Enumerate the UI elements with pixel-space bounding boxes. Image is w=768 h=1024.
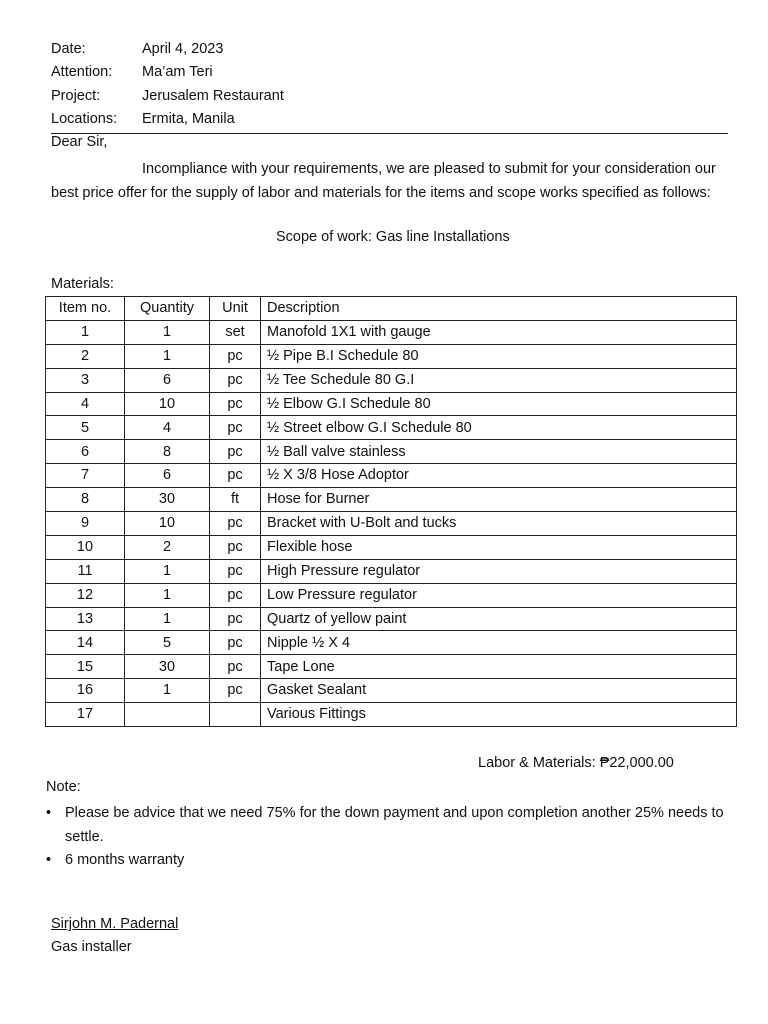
cell-description: ½ Elbow G.I Schedule 80	[261, 392, 737, 416]
cell-unit: pc	[210, 583, 261, 607]
cell-description: Low Pressure regulator	[261, 583, 737, 607]
cell-item-no: 14	[46, 631, 125, 655]
note-text: Please be advice that we need 75% for the down payment and upon completion another 25% needs to settle.	[65, 805, 724, 845]
cell-item-no: 5	[46, 416, 125, 440]
cell-item-no: 12	[46, 583, 125, 607]
cell-unit: pc	[210, 631, 261, 655]
table-row	[46, 631, 737, 655]
cell-description: Tape Lone	[261, 655, 737, 679]
cell-unit: ft	[210, 488, 261, 512]
bullet-icon: •	[46, 805, 52, 821]
cell-quantity: 5	[125, 631, 210, 655]
bullet-icon: •	[46, 852, 52, 868]
cell-quantity: 1	[125, 320, 210, 344]
locations-label: Locations:	[51, 111, 118, 128]
cell-unit: pc	[210, 440, 261, 464]
cell-description: High Pressure regulator	[261, 559, 737, 583]
table-row	[46, 607, 737, 631]
table-row	[46, 703, 737, 727]
cell-quantity: 2	[125, 535, 210, 559]
cell-description: Quartz of yellow paint	[261, 607, 737, 631]
cell-item-no: 3	[46, 368, 125, 392]
table-row	[46, 368, 737, 392]
attention-row	[51, 61, 728, 85]
cell-quantity: 10	[125, 392, 210, 416]
project-row	[51, 84, 728, 108]
cell-description: Flexible hose	[261, 535, 737, 559]
locations-row	[51, 108, 728, 132]
letter-header	[51, 37, 728, 134]
cell-quantity: 30	[125, 655, 210, 679]
cell-unit: set	[210, 320, 261, 344]
body-text: Incompliance with your requirements, we are pleased to submit for your consideration our best price offer for the supply of labor and materials for the items and scope works specified as follows:	[51, 161, 716, 201]
project-label: Project:	[51, 87, 101, 104]
note-label: Note:	[46, 779, 81, 795]
cell-quantity: 1	[125, 679, 210, 703]
cell-unit: pc	[210, 368, 261, 392]
list-item	[46, 849, 736, 873]
cell-description: ½ Pipe B.I Schedule 80	[261, 344, 737, 368]
cell-quantity: 1	[125, 583, 210, 607]
table-row	[46, 344, 737, 368]
cell-unit: pc	[210, 535, 261, 559]
table-header-row	[46, 297, 737, 321]
cell-description: Hose for Burner	[261, 488, 737, 512]
cell-description: Various Fittings	[261, 703, 737, 727]
cell-unit: pc	[210, 679, 261, 703]
scope-of-work: Scope of work: Gas line Installations	[276, 229, 510, 245]
cell-unit	[210, 703, 261, 727]
cell-unit: pc	[210, 464, 261, 488]
cell-description: Manofold 1X1 with gauge	[261, 320, 737, 344]
cell-item-no: 7	[46, 464, 125, 488]
cell-item-no: 11	[46, 559, 125, 583]
table-row	[46, 559, 737, 583]
header-item-no: Item no.	[46, 297, 125, 321]
note-text: 6 months warranty	[65, 852, 185, 868]
locations-value: Ermita, Manila	[142, 111, 235, 128]
materials-table-body	[46, 320, 737, 726]
table-row	[46, 583, 737, 607]
cell-description: ½ Street elbow G.I Schedule 80	[261, 416, 737, 440]
cell-item-no: 8	[46, 488, 125, 512]
cell-item-no: 13	[46, 607, 125, 631]
cell-unit: pc	[210, 607, 261, 631]
cell-quantity	[125, 703, 210, 727]
date-row	[51, 37, 728, 61]
cell-unit: pc	[210, 559, 261, 583]
table-row	[46, 535, 737, 559]
cell-description: ½ X 3/8 Hose Adoptor	[261, 464, 737, 488]
cell-quantity: 1	[125, 344, 210, 368]
table-row	[46, 679, 737, 703]
materials-table	[45, 296, 737, 727]
cell-description: Gasket Sealant	[261, 679, 737, 703]
materials-label: Materials:	[51, 276, 114, 292]
table-row	[46, 488, 737, 512]
cell-unit: pc	[210, 344, 261, 368]
cell-quantity: 8	[125, 440, 210, 464]
cell-description: Bracket with U-Bolt and tucks	[261, 512, 737, 536]
cell-quantity: 10	[125, 512, 210, 536]
cell-item-no: 1	[46, 320, 125, 344]
signature-name: Sirjohn M. Padernal	[51, 916, 179, 932]
cell-quantity: 6	[125, 368, 210, 392]
cell-item-no: 2	[46, 344, 125, 368]
signature-title: Gas installer	[51, 939, 132, 955]
cell-quantity: 1	[125, 607, 210, 631]
cell-unit: pc	[210, 512, 261, 536]
table-row	[46, 512, 737, 536]
header-quantity: Quantity	[125, 297, 210, 321]
cell-item-no: 9	[46, 512, 125, 536]
salutation: Dear Sir,	[51, 134, 108, 150]
table-row	[46, 655, 737, 679]
cell-quantity: 6	[125, 464, 210, 488]
table-row	[46, 416, 737, 440]
table-row	[46, 392, 737, 416]
list-item	[46, 802, 736, 849]
table-row	[46, 464, 737, 488]
cell-item-no: 4	[46, 392, 125, 416]
cell-item-no: 17	[46, 703, 125, 727]
date-label: Date:	[51, 40, 86, 57]
cell-unit: pc	[210, 392, 261, 416]
header-unit: Unit	[210, 297, 261, 321]
header-description: Description	[261, 297, 737, 321]
attention-label: Attention:	[51, 64, 113, 81]
cell-item-no: 16	[46, 679, 125, 703]
cell-description: ½ Ball valve stainless	[261, 440, 737, 464]
cell-description: ½ Tee Schedule 80 G.I	[261, 368, 737, 392]
cell-item-no: 6	[46, 440, 125, 464]
cell-unit: pc	[210, 655, 261, 679]
cell-quantity: 1	[125, 559, 210, 583]
table-row	[46, 320, 737, 344]
date-value: April 4, 2023	[142, 40, 224, 57]
cell-description: Nipple ½ X 4	[261, 631, 737, 655]
body-paragraph	[51, 158, 731, 205]
cell-item-no: 10	[46, 535, 125, 559]
table-row	[46, 440, 737, 464]
project-value: Jerusalem Restaurant	[142, 87, 284, 104]
cell-item-no: 15	[46, 655, 125, 679]
cell-quantity: 30	[125, 488, 210, 512]
cell-unit: pc	[210, 416, 261, 440]
cell-quantity: 4	[125, 416, 210, 440]
attention-value: Ma’am Teri	[142, 64, 213, 81]
total-price: Labor & Materials: ₱22,000.00	[478, 755, 674, 771]
notes-list	[46, 802, 736, 873]
